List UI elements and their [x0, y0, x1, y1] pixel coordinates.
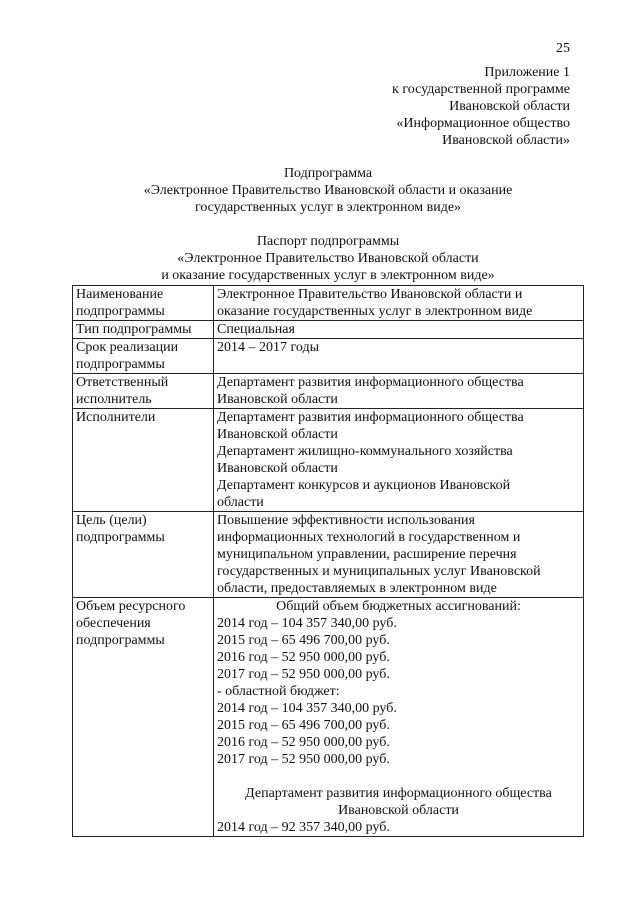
- subprogram-title-line: «Электронное Правительство Ивановской области и оказание: [143, 183, 513, 198]
- value-line: Департамент развития информационного общества: [217, 375, 524, 390]
- department-header: Департамент развития информационного общества: [245, 786, 552, 801]
- table-row: [73, 409, 584, 512]
- table-row: [73, 321, 584, 339]
- row-label: [73, 512, 214, 598]
- table-row: [73, 286, 584, 321]
- label-line: Тип подпрограммы: [76, 322, 192, 337]
- department-header: Ивановской области: [338, 803, 459, 818]
- appendix-header: [392, 64, 570, 149]
- value-line: Департамент конкурсов и аукционов Ивановской: [217, 478, 511, 493]
- passport-title-line: Паспорт подпрограммы: [256, 234, 400, 249]
- budget-line: 2017 год – 52 950 000,00 руб.: [217, 752, 390, 767]
- value-line: Повышение эффективности использования: [217, 513, 475, 528]
- appendix-line: Ивановской области»: [442, 133, 570, 148]
- table-row: [73, 598, 584, 837]
- passport-title: [72, 233, 584, 284]
- row-label: [73, 321, 214, 339]
- spacer: [217, 768, 580, 785]
- row-value: [214, 512, 584, 598]
- label-line: подпрограммы: [76, 530, 165, 545]
- value-line: области, предоставляемых в электронном виде: [217, 581, 497, 596]
- subprogram-title-line: Подпрограмма: [283, 166, 373, 181]
- value-line: Департамент развития информационного общества: [217, 410, 524, 425]
- budget-line: 2016 год – 52 950 000,00 руб.: [217, 650, 390, 665]
- value-line: Ивановской области: [217, 461, 338, 476]
- row-label: [73, 409, 214, 512]
- row-value: [214, 286, 584, 321]
- appendix-line: Приложение 1: [484, 65, 570, 80]
- regional-budget-label: - областной бюджет:: [217, 684, 340, 699]
- label-line: подпрограммы: [76, 357, 165, 372]
- budget-line: 2015 год – 65 496 700,00 руб.: [217, 633, 390, 648]
- value-line: информационных технологий в государственном и: [217, 530, 521, 545]
- page-number: 25: [556, 41, 570, 56]
- row-value: [214, 598, 584, 837]
- label-line: Срок реализации: [76, 340, 179, 355]
- subprogram-title: [72, 165, 584, 216]
- value-line: области: [217, 495, 264, 510]
- label-line: Объем ресурсного: [76, 599, 186, 614]
- budget-line: 2014 год – 92 357 340,00 руб.: [217, 820, 390, 835]
- label-line: Цель (цели): [76, 513, 147, 528]
- subprogram-title-line: государственных услуг в электронном виде»: [194, 200, 462, 215]
- label-line: Ответственный: [76, 375, 169, 390]
- value-line: муниципальном управлении, расширение перечня: [217, 547, 517, 562]
- budget-header: Общий объем бюджетных ассигнований:: [276, 599, 521, 614]
- row-value: [214, 409, 584, 512]
- appendix-line: Ивановской области: [449, 99, 570, 114]
- budget-line: 2015 год – 65 496 700,00 руб.: [217, 718, 390, 733]
- value-line: оказание государственных услуг в электронном виде: [217, 304, 533, 319]
- label-line: Исполнители: [76, 410, 156, 425]
- row-value: [214, 374, 584, 409]
- value-line: Специальная: [217, 322, 295, 337]
- budget-line: 2014 год – 104 357 340,00 руб.: [217, 616, 397, 631]
- row-value: [214, 321, 584, 339]
- row-label: [73, 598, 214, 837]
- value-line: 2014 – 2017 годы: [217, 340, 320, 355]
- value-line: Ивановской области: [217, 427, 338, 442]
- passport-title-line: и оказание государственных услуг в электронном виде»: [161, 268, 495, 283]
- appendix-line: «Информационное общество: [396, 116, 570, 131]
- passport-title-line: «Электронное Правительство Ивановской области: [177, 251, 479, 266]
- value-line: Департамент жилищно-коммунального хозяйства: [217, 444, 513, 459]
- budget-line: 2017 год – 52 950 000,00 руб.: [217, 667, 390, 682]
- label-line: подпрограммы: [76, 633, 165, 648]
- label-line: обеспечения: [76, 616, 151, 631]
- label-line: подпрограммы: [76, 304, 165, 319]
- passport-table: [72, 285, 584, 837]
- value-line: Ивановской области: [217, 392, 338, 407]
- budget-line: 2014 год – 104 357 340,00 руб.: [217, 701, 397, 716]
- value-line: Электронное Правительство Ивановской области и: [217, 287, 523, 302]
- table-row: [73, 512, 584, 598]
- appendix-line: к государственной программе: [392, 82, 570, 97]
- value-line: государственных и муниципальных услуг Ивановской: [217, 564, 541, 579]
- table-row: [73, 339, 584, 374]
- row-label: [73, 286, 214, 321]
- row-label: [73, 339, 214, 374]
- row-label: [73, 374, 214, 409]
- row-value: [214, 339, 584, 374]
- table-row: [73, 374, 584, 409]
- budget-line: 2016 год – 52 950 000,00 руб.: [217, 735, 390, 750]
- label-line: исполнитель: [76, 392, 152, 407]
- label-line: Наименование: [76, 287, 164, 302]
